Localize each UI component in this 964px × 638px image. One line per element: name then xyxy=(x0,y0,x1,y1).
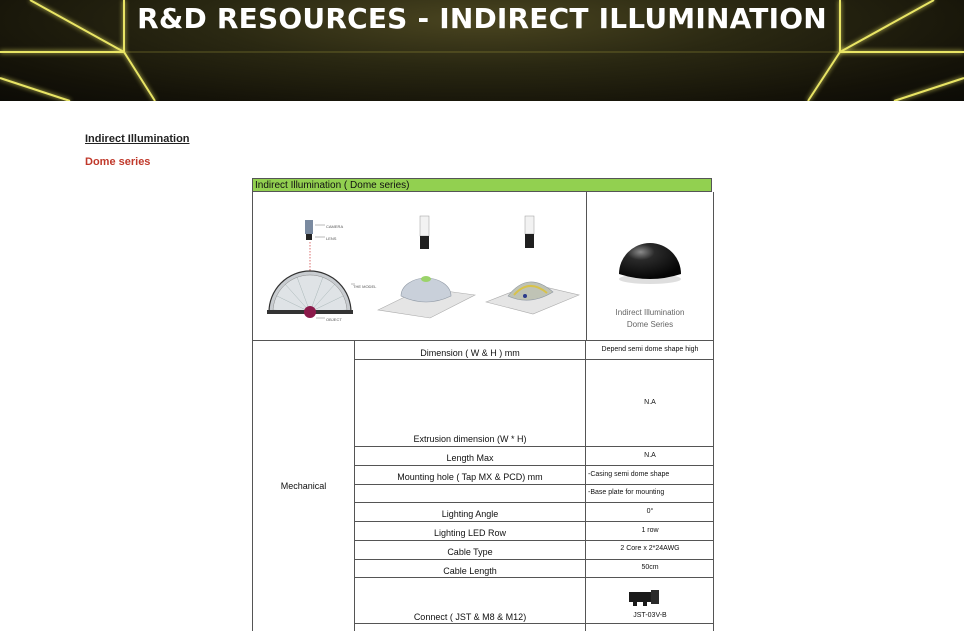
spec-value-mounting-base: -Base plate for mounting xyxy=(588,489,665,496)
product-caption-line2: Dome Series xyxy=(626,320,674,329)
spec-label-mounting-hole: Mounting hole ( Tap MX & PCD) mm xyxy=(397,472,543,482)
spec-table-header: Indirect Illumination ( Dome series) xyxy=(252,178,712,192)
spec-value-led-row: 1 row xyxy=(641,527,659,534)
spec-value-dimension: Depend semi dome shape high xyxy=(601,346,699,353)
hero-banner xyxy=(0,0,964,101)
dome-diagram xyxy=(253,192,586,340)
spec-value-length-max: N.A xyxy=(644,452,656,459)
spec-label-extrusion: Extrusion dimension (W * H) xyxy=(413,434,527,444)
illustration-row xyxy=(252,192,714,341)
spec-value-cable-length: 50cm xyxy=(641,564,659,571)
diagram-lens-label: LENS xyxy=(326,236,337,241)
spec-label-length-max: Length Max xyxy=(446,453,494,463)
spec-label-connect: Connect ( JST & M8 & M12) xyxy=(413,612,527,622)
row-divider xyxy=(355,359,714,360)
product-caption-line1: Indirect Illumination xyxy=(615,308,685,317)
row-divider xyxy=(355,502,714,503)
row-divider xyxy=(355,559,714,560)
row-divider xyxy=(355,577,714,578)
spec-label-cable-length: Cable Length xyxy=(443,566,497,576)
banner-title: R&D RESOURCES - INDIRECT ILLUMINATION xyxy=(137,2,827,35)
spec-label-dimension: Dimension ( W & H ) mm xyxy=(420,348,520,358)
dome-product-image xyxy=(587,214,713,314)
spec-label-led-row: Lighting LED Row xyxy=(433,528,507,538)
row-divider xyxy=(355,623,714,624)
series-title: Dome series xyxy=(85,156,151,168)
diagram-object-label: OBJECT xyxy=(326,317,342,322)
table-right-edge xyxy=(713,341,714,631)
diagram-camera-label: CAMERA xyxy=(326,224,344,229)
row-divider xyxy=(355,465,714,466)
category-cell xyxy=(252,341,355,631)
category-label: Mechanical xyxy=(280,481,327,491)
lens-icon xyxy=(306,234,312,240)
product-caption xyxy=(587,307,713,331)
spec-label-lighting-angle: Lighting Angle xyxy=(441,509,499,519)
spec-label-cable-type: Cable Type xyxy=(447,547,493,557)
row-divider xyxy=(355,521,714,522)
spec-value-extrusion: N.A xyxy=(644,399,656,406)
row-divider xyxy=(355,484,714,485)
row-divider xyxy=(355,540,714,541)
value-column-divider xyxy=(585,341,586,631)
spec-value-lighting-angle: 0° xyxy=(646,508,654,515)
spec-value-mounting-casing: -Casing semi dome shape xyxy=(588,471,670,478)
camera-icon xyxy=(305,220,313,234)
spec-table xyxy=(252,178,714,638)
indirect-illumination-link[interactable]: Indirect Illumination xyxy=(85,133,190,145)
spec-value-cable-type: 2 Core x 2*24AWG xyxy=(620,545,680,552)
spec-value-connect: JST-03V-B xyxy=(633,612,667,619)
diagram-dome-label: THE MODEL xyxy=(353,284,377,289)
connector-icon xyxy=(625,586,665,608)
row-divider xyxy=(355,446,714,447)
